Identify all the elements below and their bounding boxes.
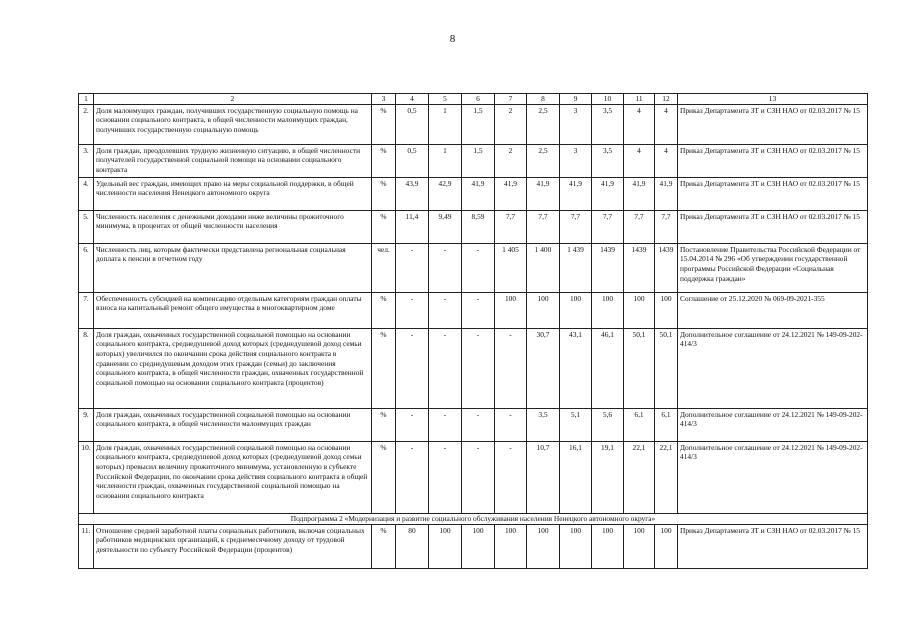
value-cell: -	[429, 328, 462, 408]
value-cell: 7,7	[527, 210, 560, 243]
value-cell: 100	[527, 292, 560, 328]
value-cell: 7,7	[655, 210, 678, 243]
header-cell: 4	[396, 94, 429, 105]
header-cell: 7	[495, 94, 527, 105]
value-cell: -	[462, 328, 495, 408]
row-number: 6.	[79, 243, 94, 292]
value-cell: 46,1	[592, 328, 624, 408]
indicator-name: Доля граждан, охваченных государственной социальной помощью на основании социального контракта, среднедушевой доход которых (среднедушевой доход семьи которых) увеличился по окончании срока действия социального контракта в сравнении со среднедушевым доходом этих граждан (семьи) до заключения социального контракта, в общей численности граждан, охваченных государственной социальной помощью на основании социального контракта (процентов)	[94, 328, 372, 408]
value-cell: -	[429, 408, 462, 441]
source-document: Дополнительное соглашение от 24.12.2021 № 149-09-202-414/3	[678, 408, 868, 441]
value-cell: 30,7	[527, 328, 560, 408]
unit-cell: %	[372, 144, 396, 177]
header-cell: 12	[655, 94, 678, 105]
unit-cell: %	[372, 524, 396, 568]
indicator-name: Численность лиц, которым фактически представлена региональная социальная доплата к пенсии в отчетном году	[94, 243, 372, 292]
table-row	[79, 104, 868, 144]
indicator-name: Отношение средней заработной платы социальных работников, включая социальных работников медицинских организаций, к среднемесячному доходу от трудовой деятельности по субъекту Российской Федерации (процентов)	[94, 524, 372, 568]
value-cell: 4	[655, 144, 678, 177]
value-cell: 41,9	[462, 177, 495, 210]
value-cell: -	[462, 408, 495, 441]
unit-cell: %	[372, 328, 396, 408]
value-cell: 41,9	[527, 177, 560, 210]
value-cell: 100	[527, 524, 560, 568]
source-document: Дополнительное соглашение от 24.12.2021 № 149-09-202-414/3	[678, 328, 868, 408]
row-number: 7.	[79, 292, 94, 328]
value-cell: -	[462, 243, 495, 292]
value-cell: 41,9	[655, 177, 678, 210]
page-number: 8	[449, 33, 456, 45]
row-number: 9.	[79, 408, 94, 441]
value-cell: 42,9	[429, 177, 462, 210]
value-cell: 7,7	[624, 210, 655, 243]
value-cell: 1	[429, 144, 462, 177]
table-row	[79, 177, 868, 210]
value-cell: -	[495, 328, 527, 408]
subprogram-row	[79, 513, 868, 524]
indicator-name: Доля граждан, охваченных государственной социальной помощью на основании социального контракта, в общей численности малоимущих граждан	[94, 408, 372, 441]
value-cell: 100	[655, 524, 678, 568]
value-cell: 100	[560, 292, 592, 328]
value-cell: 3,5	[592, 104, 624, 144]
source-document: Постановление Правительства Российской Федерации от 15.04.2014 № 296 «Об утверждении государственной программы Российской Федерации «Социальная поддержка граждан»	[678, 243, 868, 292]
source-document: Приказ Департамента ЗТ и СЗН НАО от 02.03.2017 № 15	[678, 144, 868, 177]
value-cell: 3,5	[592, 144, 624, 177]
value-cell: 0,5	[396, 144, 429, 177]
table-row	[79, 408, 868, 441]
unit-cell: %	[372, 292, 396, 328]
value-cell: -	[396, 408, 429, 441]
value-cell: 100	[495, 292, 527, 328]
value-cell: 1 405	[495, 243, 527, 292]
unit-cell: %	[372, 210, 396, 243]
value-cell: 1	[429, 104, 462, 144]
header-cell: 1	[79, 94, 94, 105]
source-document: Приказ Департамента ЗТ и СЗН НАО от 02.03.2017 № 15	[678, 524, 868, 568]
value-cell: 50,1	[624, 328, 655, 408]
value-cell: 2	[495, 104, 527, 144]
row-number: 4.	[79, 177, 94, 210]
value-cell: -	[429, 292, 462, 328]
value-cell: 5,1	[560, 408, 592, 441]
value-cell: 41,9	[624, 177, 655, 210]
value-cell: -	[462, 292, 495, 328]
indicator-name: Доля граждан, охваченных государственной социальной помощью на основании социального контракта, среднедушевой доход которых (среднедушевой доход семьи которых) превысил величину прожиточного минимума, установленную в субъекте Российской Федерации, по окончании срока действия социального контракта в общей численности граждан, охваченных государственной социальной помощью на основании социального контракта	[94, 441, 372, 513]
value-cell: 4	[624, 144, 655, 177]
indicator-name: Численность населения с денежными доходами ниже величины прожиточного минимума, в процентах от общей численности населения	[94, 210, 372, 243]
row-number: 2.	[79, 104, 94, 144]
value-cell: 22,1	[624, 441, 655, 513]
value-cell: 100	[655, 292, 678, 328]
value-cell: 100	[495, 524, 527, 568]
row-number: 5.	[79, 210, 94, 243]
header-cell: 3	[372, 94, 396, 105]
value-cell: 3,5	[527, 408, 560, 441]
unit-cell: чел.	[372, 243, 396, 292]
unit-cell: %	[372, 441, 396, 513]
header-cell: 8	[527, 94, 560, 105]
value-cell: 16,1	[560, 441, 592, 513]
unit-cell: %	[372, 177, 396, 210]
value-cell: 11,4	[396, 210, 429, 243]
value-cell: -	[462, 441, 495, 513]
value-cell: 1,5	[462, 104, 495, 144]
value-cell: 100	[560, 524, 592, 568]
value-cell: 100	[429, 524, 462, 568]
value-cell: 1,5	[462, 144, 495, 177]
value-cell: -	[396, 243, 429, 292]
value-cell: -	[429, 243, 462, 292]
table-row	[79, 524, 868, 568]
value-cell: -	[429, 441, 462, 513]
value-cell: 0,5	[396, 104, 429, 144]
value-cell: -	[495, 408, 527, 441]
value-cell: 7,7	[592, 210, 624, 243]
value-cell: 10,7	[527, 441, 560, 513]
table-row	[79, 210, 868, 243]
value-cell: -	[396, 441, 429, 513]
header-cell: 11	[624, 94, 655, 105]
source-document: Дополнительное соглашение от 24.12.2021 № 149-09-202-414/3	[678, 441, 868, 513]
value-cell: 43,1	[560, 328, 592, 408]
value-cell: 1439	[655, 243, 678, 292]
value-cell: 1439	[592, 243, 624, 292]
subprogram-title: Подпрограмма 2 «Модернизация и развитие социального обслуживания населения Ненецкого автономного округа»	[79, 513, 868, 524]
value-cell: -	[495, 441, 527, 513]
value-cell: 3	[560, 104, 592, 144]
indicators-table	[78, 93, 868, 569]
value-cell: 6,1	[624, 408, 655, 441]
indicator-name: Удельный вес граждан, имеющих право на меры социальной поддержки, в общей численности населения Ненецкого автономного округа	[94, 177, 372, 210]
value-cell: 3	[560, 144, 592, 177]
value-cell: 8,59	[462, 210, 495, 243]
unit-cell: %	[372, 104, 396, 144]
source-document: Соглашение от 25.12.2020 № 069-09-2021-355	[678, 292, 868, 328]
header-cell: 10	[592, 94, 624, 105]
header-cell: 9	[560, 94, 592, 105]
value-cell: 4	[624, 104, 655, 144]
value-cell: 5,6	[592, 408, 624, 441]
value-cell: 41,9	[495, 177, 527, 210]
source-document: Приказ Департамента ЗТ и СЗН НАО от 02.03.2017 № 15	[678, 210, 868, 243]
value-cell: 100	[624, 524, 655, 568]
value-cell: 22,1	[655, 441, 678, 513]
value-cell: 1 400	[527, 243, 560, 292]
row-number: 3.	[79, 144, 94, 177]
value-cell: 19,1	[592, 441, 624, 513]
value-cell: -	[396, 292, 429, 328]
table-body	[79, 94, 868, 569]
header-row	[79, 94, 868, 105]
header-cell: 2	[94, 94, 372, 105]
source-document: Приказ Департамента ЗТ и СЗН НАО от 02.03.2017 № 15	[678, 177, 868, 210]
header-cell: 5	[429, 94, 462, 105]
value-cell: 6,1	[655, 408, 678, 441]
value-cell: 2	[495, 144, 527, 177]
value-cell: 2,5	[527, 144, 560, 177]
value-cell: 2,5	[527, 104, 560, 144]
value-cell: 7,7	[495, 210, 527, 243]
source-document: Приказ Департамента ЗТ и СЗН НАО от 02.03.2017 № 15	[678, 104, 868, 144]
row-number: 11.	[79, 524, 94, 568]
unit-cell: %	[372, 408, 396, 441]
value-cell: 4	[655, 104, 678, 144]
value-cell: 7,7	[560, 210, 592, 243]
indicator-name: Доля граждан, преодолевших трудную жизненную ситуацию, в общей численности получателей государственной социальной помощи на основании социального контракта	[94, 144, 372, 177]
row-number: 8.	[79, 328, 94, 408]
value-cell: 100	[592, 292, 624, 328]
value-cell: 41,9	[592, 177, 624, 210]
value-cell: 50,1	[655, 328, 678, 408]
value-cell: 41,9	[560, 177, 592, 210]
table-row	[79, 328, 868, 408]
value-cell: 100	[624, 292, 655, 328]
table-row	[79, 243, 868, 292]
value-cell: 100	[462, 524, 495, 568]
table-row	[79, 292, 868, 328]
table-row	[79, 441, 868, 513]
value-cell: -	[396, 328, 429, 408]
value-cell: 9,49	[429, 210, 462, 243]
header-cell: 6	[462, 94, 495, 105]
value-cell: 100	[592, 524, 624, 568]
table-row	[79, 144, 868, 177]
indicator-name: Обеспеченность субсидией на компенсацию отдельным категориям граждан оплаты взноса на капитальный ремонт общего имущества в многоквартирном доме	[94, 292, 372, 328]
value-cell: 1 439	[560, 243, 592, 292]
value-cell: 80	[396, 524, 429, 568]
row-number: 10.	[79, 441, 94, 513]
indicator-name: Доля малоимущих граждан, получивших государственную социальную помощь на основании социального контракта, в общей численности малоимущих граждан, получивших государственную социальную помощь	[94, 104, 372, 144]
value-cell: 1439	[624, 243, 655, 292]
header-cell: 13	[678, 94, 868, 105]
value-cell: 43,9	[396, 177, 429, 210]
